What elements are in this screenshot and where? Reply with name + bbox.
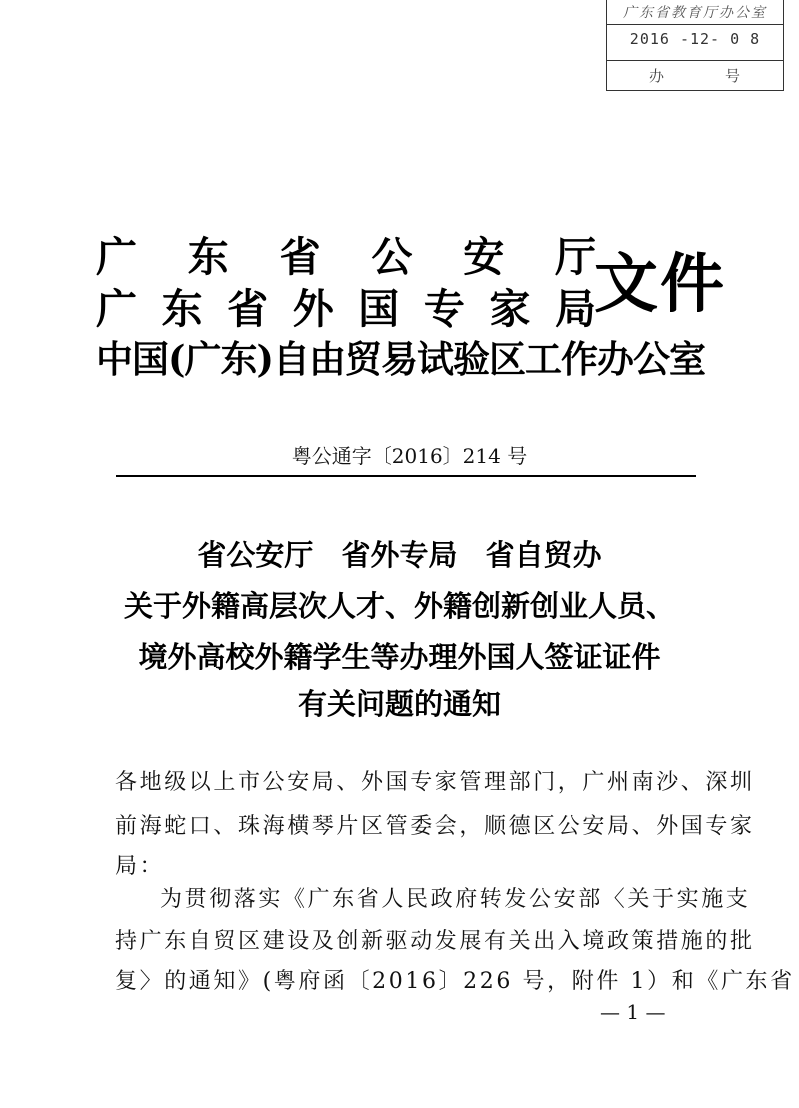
issuer-char: 省 <box>279 233 321 281</box>
stamp-label-left: 办 <box>649 67 665 85</box>
body-line: 为贯彻落实《广东省人民政府转发公安部〈关于实施支 <box>160 887 751 912</box>
issuer-char: 局 <box>554 285 596 333</box>
issuer-public-security <box>96 232 596 282</box>
body-line: 各地级以上市公安局、外国专家管理部门，广州南沙、深圳 <box>115 770 755 795</box>
issuer-free-trade-office: 中国(广东)自由贸易试验区工作办公室 <box>96 337 706 381</box>
issuer-char: 家 <box>489 285 531 333</box>
stamp-label-right: 号 <box>725 67 741 85</box>
issuer-foreign-experts <box>96 284 596 334</box>
page-number: — 1 — <box>600 1000 666 1024</box>
issuer-char: 广 <box>96 285 137 333</box>
received-stamp <box>606 0 784 91</box>
issuer-char: 外 <box>292 285 334 333</box>
issuer-char: 东 <box>161 285 203 333</box>
issuer-char: 东 <box>187 233 229 281</box>
issuer-char: 专 <box>423 285 465 333</box>
stamp-bottom-row <box>607 60 783 87</box>
document-number: 粤公通字〔2016〕214 号 <box>291 444 528 468</box>
issuer-char: 公 <box>371 233 413 281</box>
header-divider <box>116 475 696 477</box>
issuer-char: 厅 <box>554 233 596 281</box>
body-line: 复〉的通知》(粤府函〔2016〕226 号，附件 1）和《广东省 <box>115 969 795 994</box>
issuer-char: 国 <box>358 285 400 333</box>
document-type-label: 文件 <box>594 247 726 322</box>
body-line: 局： <box>115 854 165 879</box>
stamp-office: 广东省教育厅办公室 <box>607 2 783 25</box>
title-line-4: 有关问题的通知 <box>297 687 501 721</box>
issuer-char: 广 <box>96 233 137 281</box>
body-line: 持广东自贸区建设及创新驱动发展有关出入境政策措施的批 <box>115 929 755 954</box>
issuer-char: 省 <box>227 285 269 333</box>
title-line-3: 境外高校外籍学生等办理外国人签证证件 <box>138 640 661 674</box>
title-line-2: 关于外籍高层次人才、外籍创新创业人员、 <box>123 589 675 623</box>
issuer-char: 安 <box>463 233 505 281</box>
title-line-1: 省公安厅 省外专局 省自贸办 <box>197 538 602 572</box>
stamp-date: 2016 -12- 0 8 <box>629 30 761 48</box>
body-line: 前海蛇口、珠海横琴片区管委会，顺德区公安局、外国专家 <box>115 814 755 839</box>
